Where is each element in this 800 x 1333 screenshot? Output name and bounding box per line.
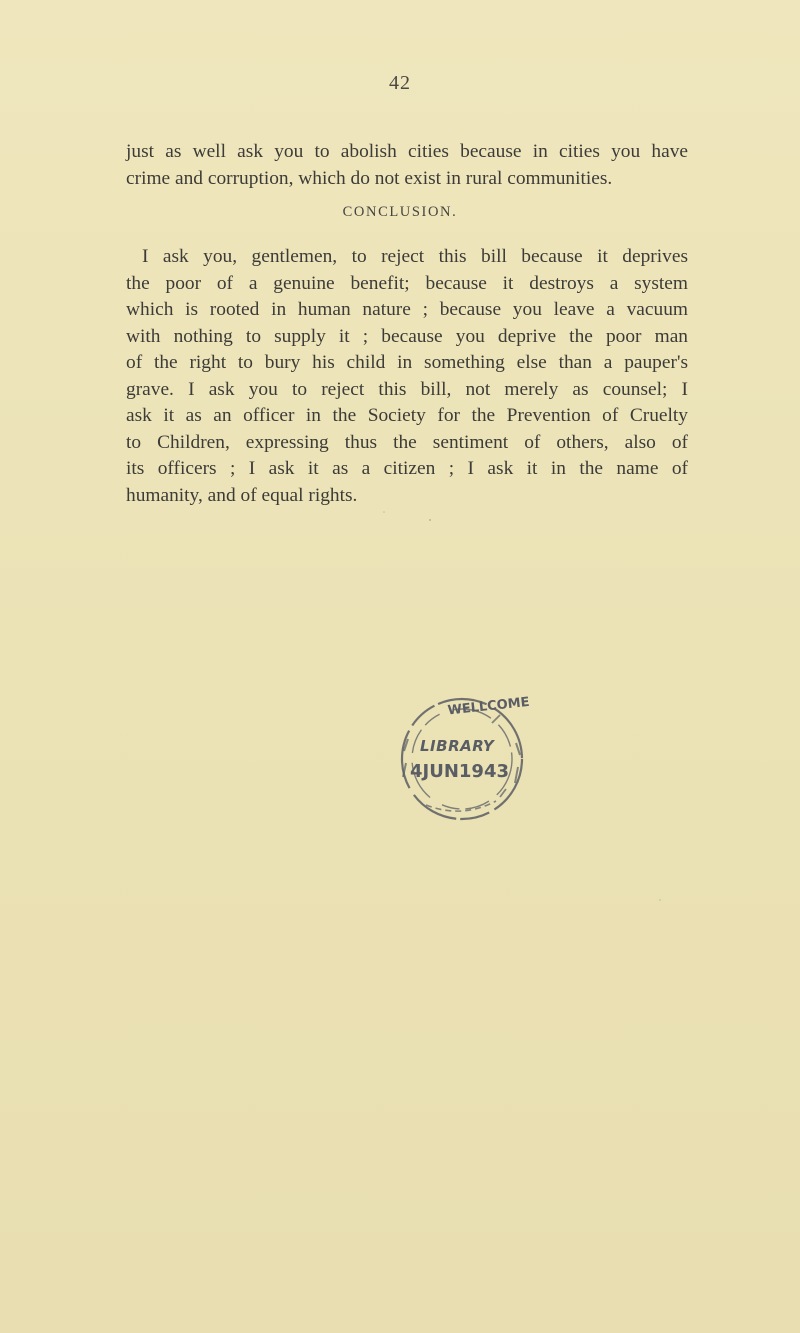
text-line: of the right to bury his child in something else than a pauper's — [126, 352, 688, 373]
text-line: I ask you, gentlemen, to reject this bill because it deprives — [142, 246, 688, 267]
library-stamp-graphic — [396, 693, 531, 825]
library-stamp — [396, 693, 531, 825]
text-line: grave. I ask you to reject this bill, not merely as counsel; I — [126, 378, 688, 400]
page-number: 42 — [389, 72, 411, 94]
text-line: crime and corruption, which do not exist in rural communities. — [126, 167, 613, 189]
paragraph-conclusion — [126, 244, 688, 509]
stamp-label: LIBRARY — [420, 737, 495, 755]
text-line: ask it as an officer in the Society for the Prevention of Cruelty — [126, 405, 688, 426]
text-line: the poor of a genuine benefit; because it destroys a system — [126, 272, 688, 294]
text-line: its officers ; I ask it as a citizen ; I ask it in the name of — [126, 458, 688, 479]
text-line: humanity, and of equal rights. — [126, 484, 358, 506]
text-line: with nothing to supply it ; because you deprive the poor man — [126, 325, 688, 347]
paragraph-continuation — [126, 139, 688, 192]
section-heading: CONCLUSION. — [342, 204, 458, 220]
stamp-top-text: WELLCOME — [446, 694, 531, 719]
text-line: to Children, expressing thus the sentiment of others, also of — [126, 431, 688, 453]
stamp-date: 4JUN1943 — [410, 761, 509, 782]
text-line: which is rooted in human nature ; because you leave a vacuum — [126, 299, 688, 320]
text-line: just as well ask you to abolish cities because in cities you have — [126, 141, 688, 162]
